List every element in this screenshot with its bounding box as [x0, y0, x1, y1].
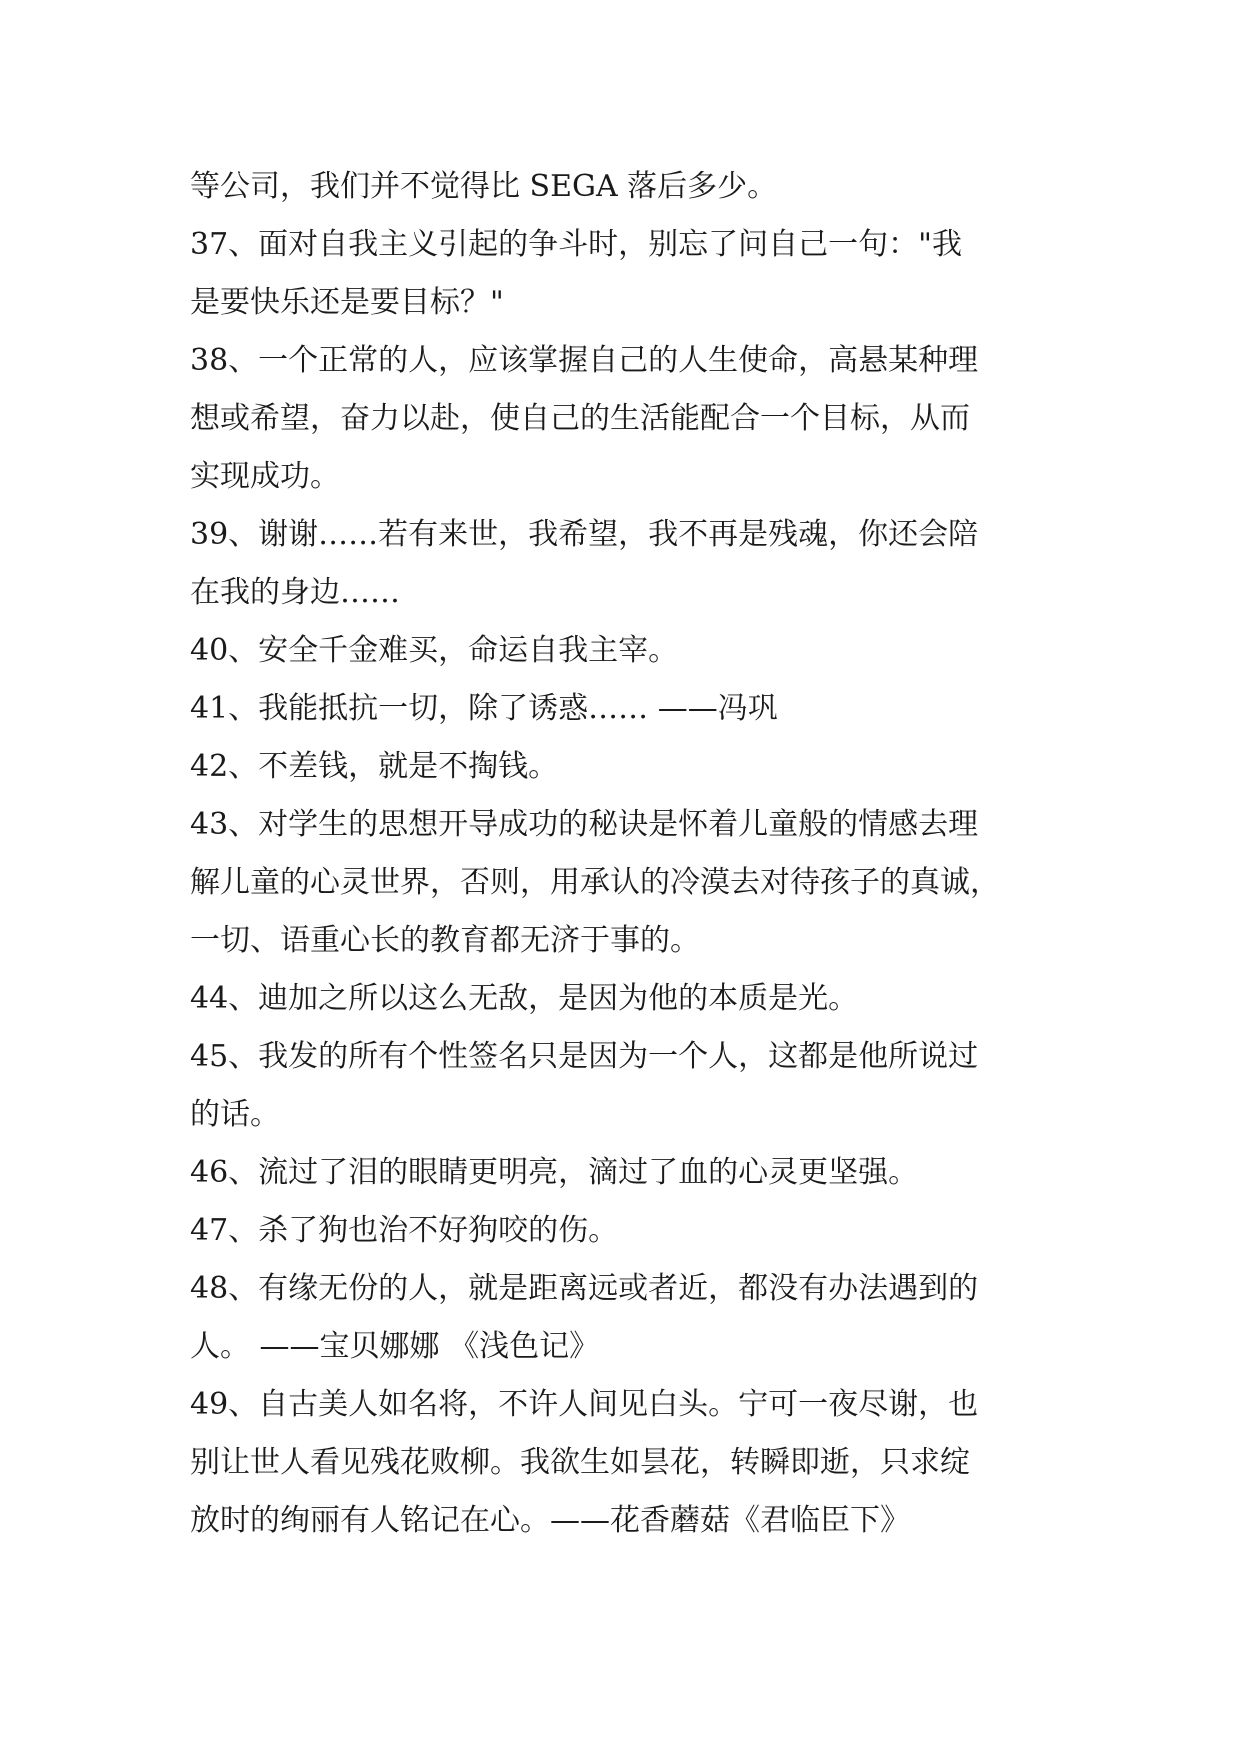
text-line: 一切、语重心长的教育都无济于事的。 — [190, 923, 700, 958]
text-line: 47、杀了狗也治不好狗咬的伤。 — [190, 1213, 619, 1248]
text-line: 是要快乐还是要目标？" — [190, 285, 504, 320]
text-line: 49、自古美人如名将，不许人间见白头。宁可一夜尽谢，也 — [190, 1387, 979, 1422]
text-line: 实现成功。 — [190, 459, 340, 494]
text-line: 别让世人看见残花败柳。我欲生如昙花，转瞬即逝，只求绽 — [190, 1445, 970, 1480]
text-line: 40、安全千金难买，命运自我主宰。 — [190, 633, 679, 668]
text-line: 放时的绚丽有人铭记在心。——花香蘑菇《君临臣下》 — [190, 1503, 910, 1538]
text-line: 人。 ——宝贝娜娜 《浅色记》 — [190, 1329, 600, 1364]
text-line: 41、我能抵抗一切，除了诱惑…… ——冯巩 — [190, 691, 778, 726]
text-line: 46、流过了泪的眼睛更明亮，滴过了血的心灵更坚强。 — [190, 1155, 919, 1190]
text-line: 在我的身边…… — [190, 575, 400, 610]
text-line: 48、有缘无份的人，就是距离远或者近，都没有办法遇到的 — [190, 1271, 979, 1306]
text-line: 的话。 — [190, 1097, 280, 1132]
text-line: 想或希望，奋力以赴，使自己的生活能配合一个目标，从而 — [190, 401, 970, 436]
text-line: 37、面对自我主义引起的争斗时，别忘了问自己一句："我 — [190, 227, 962, 262]
text-line: 43、对学生的思想开导成功的秘诀是怀着儿童般的情感去理 — [190, 807, 979, 842]
text-line: 38、一个正常的人，应该掌握自己的人生使命，高悬某种理 — [190, 343, 979, 378]
text-line: 45、我发的所有个性签名只是因为一个人，这都是他所说过 — [190, 1039, 979, 1074]
text-line: 44、迪加之所以这么无敌，是因为他的本质是光。 — [190, 981, 859, 1016]
text-line: 等公司，我们并不觉得比 SEGA 落后多少。 — [190, 169, 778, 204]
text-line: 42、不差钱，就是不掏钱。 — [190, 749, 559, 784]
text-line: 解儿童的心灵世界，否则，用承认的冷漠去对待孩子的真诚， — [190, 865, 1000, 900]
document-body — [190, 158, 1065, 1550]
text-line: 39、谢谢……若有来世，我希望，我不再是残魂，你还会陪 — [190, 517, 979, 552]
